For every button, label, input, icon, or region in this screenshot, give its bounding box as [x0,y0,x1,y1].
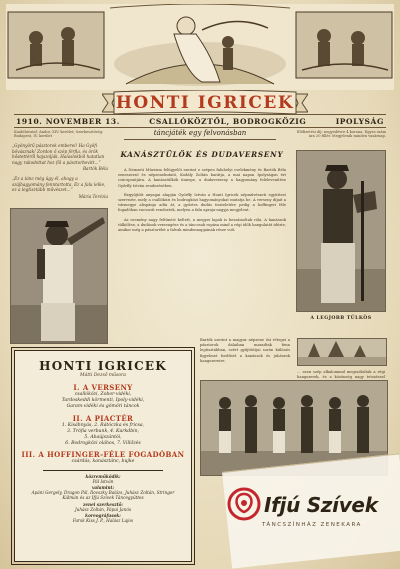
credit-names: Pál István [92,478,114,484]
article-paragraph: A Nemzeti Múzeum felügyelői szerint e szépen faluhelyi cselekmény és Bartók Béla zeneszerző és népzenekutató, Kodály Zoltán barátja, a mai napon Ipolyságon ért csúcspontjára. A kanásztülkök ünnepe, a dudaverseny a hagyomány felelevenítése Győrffy István rendezésében. [118,168,286,188]
program-line: csárdás, kanásztánc, bujke [71,459,135,465]
program-section-3: III. A HOFFINGER-FÉLE FOGADÓBAN [21,450,185,460]
brand-tagline: TÁNCSZÍNHÁZ ZENEKARA [262,522,362,528]
article-paragraph: Az esemény nagy feltűnést keltett, a megyei lapok is beszámoltak róla. A kanászok tülkölése, a dudások versengése és a táncosok ropása mind a régi idők hangulatát idézte, amikor még a pásztorélet a falvak mindennapjainak része volt. [118,217,286,233]
credit-heading: közreműködik: [85,473,121,479]
show-subtitle: táncjáték egy felvonásban [124,129,276,140]
masthead-illustration [6,4,394,90]
best-horn-player-photo [296,150,386,312]
horn-player-photo [10,208,108,344]
program-line: 5. Abaújszántói, [84,435,122,441]
program-line: 3. Trófia verbunk, 4. Kurkdbin, [66,428,140,434]
program-line: Tardoskeddi körmenti, Ipoly-vidéki, [61,398,145,404]
subline [14,129,386,142]
program-section-1: I. A VERSENY [73,383,133,392]
photo-caption: A LEGJOBB TÜLKÖS [310,316,372,321]
quote-attribution-2: Mária Terézia [78,193,108,199]
program-line: Garam-vidéki és gömöri táncok [66,404,140,410]
article-paragraph: Begyűjtött anyagai alapján Győrffy István a Honti Igricek népművészeti együttest szervezte, mely a csallóközi és bodrogközi hagyományokat mutatja be. A verseny díjait a vármegye alispánja adta át, a győztes dudás tiszteletére pedig a hoffingeri féle fogadóban vacsorát rendeztek, melyen a falu apraja-nagyja megjelent. [118,192,286,213]
credit-heading: koreográfusok: [85,513,121,519]
program-title: HONTI IGRICEK [39,359,167,373]
issue-city: IPOLYSÁG [335,116,384,126]
credit-names: Farsk Kiss J. P., Halász Lajos [72,518,134,524]
brand-name: Ifjú Szívek [264,493,378,517]
program-line: 1. Kisáhnyás, 2. Rátóczka és fricsa, [61,422,145,428]
credit-names: Juhász Zoltán, Pápai Janós [74,506,132,512]
credit-heading: zenei szerkesztő: [83,501,123,507]
publisher-info: Kiadóhivatal: Andor, XIV. kerület; Szerkesztőség: Budapest, IV. kerület [14,130,104,139]
article-body [118,168,286,237]
quote-attribution: Bartók Béla [82,166,108,172]
landscape-photo [297,338,387,366]
credit-heading: valamint: [92,485,114,491]
quote-block [12,143,108,199]
masthead-title: HONTI IGRICEK [115,93,295,113]
quote-text: „Gyönyörű pásztorok emberei! Ha Gyöfi bóvásznak! Zordon ő szép férfia, és örök hőstettéről hajszolják. Halaslokból hatatlan nagy rakodottat hoz föl a pásztorbevitt...” [12,143,105,165]
program-line: 6. Bodrogközi oláhos, 7. Villőzés [65,441,141,447]
issue-date: 1910. NOVEMBER 13. [16,116,120,126]
quote-text-2: „Ez a tánc még úgy él, ahogy a szájhagyomány fenntartotta. Ez a falu lelke, ez a legtisztább művészet...” [12,175,106,193]
program-box [14,350,192,562]
article-title: KANÁSZTÜLÖK ÉS DUDAVERSENY [120,150,284,159]
right-quote: ... ezen szép alkalommal megszólaltak a régi hangszerek, és a közönség nagy tetszéssel [297,370,385,380]
program-divider [43,470,163,471]
issue-region: CSALLÓKÖZTŐL, BODROGKÖZIG [149,116,307,126]
subscription-info: Előfizetési díj: negyedévre 4 korona. Egyes szám ára 20 fillér. Megjelenik minden vasárnap. [296,130,386,139]
program-subtitle: Mátti Dezső műsora [80,373,126,378]
masthead [6,4,394,112]
program-section-2: II. A PIACTÉR [72,413,134,423]
dateline [14,114,386,128]
mid-column-text: Bartók szerint a magyar népzene ősi rétegei a pásztorok dalaiban maradtak fenn legtisztábban, ezért gyűjtőútjai során különös figyelmet fordított a kanászok és juhászok hangszereire. [200,338,290,363]
program-line: csallóközi, Zobor-vidéki, [74,392,132,397]
heart-swirl-logo-icon [226,486,262,522]
credit-names: Apáni Gergely, Dragon Pál, Ilovszky Balázs, Juhász Zoltán, Stringer Kálmán és az Ifjú Szívek Táncegyüttes [31,490,175,501]
